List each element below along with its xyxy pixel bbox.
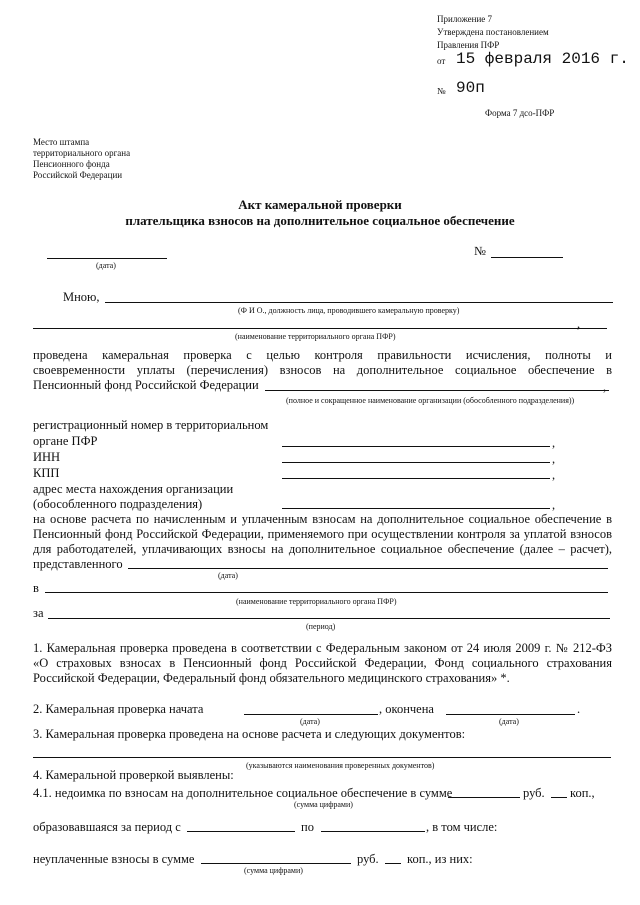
unpaid-kop-label: коп., из них:	[407, 852, 473, 866]
org-name-comma: ,	[603, 380, 607, 394]
inn-label: ИНН	[33, 450, 61, 464]
act-number-field[interactable]	[491, 257, 563, 258]
formed-from-field[interactable]	[187, 831, 295, 832]
unpaid-rub-label: руб.	[357, 852, 379, 866]
stamp-place-line-3: Пенсионного фонда	[33, 159, 110, 169]
act-number-sign: №	[474, 244, 486, 258]
kpp-comma: ,	[552, 468, 556, 482]
reg-number-field[interactable]	[282, 446, 550, 447]
appendix-number: 90п	[456, 79, 485, 97]
reg-number-comma: ,	[552, 436, 556, 450]
formed-to-field[interactable]	[321, 831, 425, 832]
check-start-date-hint: (дата)	[300, 717, 320, 726]
inspector-organ-field[interactable]	[33, 328, 607, 329]
p2-end-label: , окончена	[379, 702, 434, 716]
unpaid-label: неуплаченные взносы в сумме	[33, 852, 195, 866]
act-date-hint: (дата)	[96, 261, 116, 270]
check-text-line-2: своевременности уплаты (перечисления) взносов на дополнительное социальное обеспечение в	[33, 363, 612, 377]
unpaid-rub-field[interactable]	[201, 863, 351, 864]
organization-name-field[interactable]	[265, 390, 609, 391]
documents-field[interactable]	[33, 757, 611, 758]
check-start-date-field[interactable]	[244, 714, 378, 715]
kpp-label: КПП	[33, 466, 60, 480]
p2-start-label: 2. Камеральная проверка начата	[33, 702, 204, 716]
for-label: за	[33, 606, 44, 620]
form-code: Форма 7 дсо-ПФР	[485, 108, 555, 118]
inn-comma: ,	[552, 452, 556, 466]
represented-organ-hint: (наименование территориального органа ПФР)	[236, 597, 397, 606]
organ-comma: ,	[577, 317, 581, 331]
formed-to-label: по	[301, 820, 314, 834]
address-label-2: (обособленного подразделения)	[33, 497, 203, 511]
appendix-date: 15 февраля 2016 г.	[456, 50, 629, 68]
appendix-line-2: Утверждена постановлением	[437, 27, 549, 37]
inn-field[interactable]	[282, 462, 550, 463]
represented-date-hint: (дата)	[218, 571, 238, 580]
documents-hint: (указываются наименования проверенных документов)	[246, 761, 435, 770]
document-title-line-2: плательщика взносов на дополнительное социальное обеспечение	[125, 213, 515, 228]
period-field[interactable]	[48, 618, 610, 619]
p41-label: 4.1. недоимка по взносам на дополнительное социальное обеспечение в сумме	[33, 786, 453, 800]
period-hint: (период)	[306, 622, 336, 631]
stamp-place-line-1: Место штампа	[33, 137, 90, 147]
appendix-from-prefix: от	[437, 56, 446, 66]
inspector-fio-hint: (Ф И О., должность лица, проводившего камеральную проверку)	[238, 306, 460, 315]
basis-text-line-1: на основе расчета по начисленным и уплаченным взносам на дополнительное социальное обеспечение в	[33, 512, 612, 526]
check-end-date-field[interactable]	[446, 714, 575, 715]
appendix-line-3: Правления ПФР	[437, 40, 500, 50]
address-field[interactable]	[282, 508, 550, 509]
organization-name-hint: (полное и сокращенное наименование организации (обособленного подразделения))	[286, 396, 575, 405]
me-label: Мною,	[63, 290, 100, 304]
arrears-sum-hint: (сумма цифрами)	[294, 800, 353, 809]
arrears-kop-label: коп.,	[570, 786, 595, 800]
represented-label: представленного	[33, 557, 123, 571]
p2-end-period: .	[577, 702, 581, 716]
incl-label: , в том числе:	[426, 820, 498, 834]
arrears-rub-field[interactable]	[448, 797, 520, 798]
reg-number-label-2: органе ПФР	[33, 434, 98, 448]
in-label: в	[33, 581, 39, 595]
inspector-fio-field[interactable]	[105, 302, 613, 303]
reg-number-label-1: регистрационный номер в территориальном	[33, 418, 269, 432]
stamp-place-line-2: территориального органа	[33, 148, 131, 158]
appendix-line-1: Приложение 7	[437, 14, 493, 24]
represented-organ-field[interactable]	[45, 592, 608, 593]
unpaid-kop-field[interactable]	[385, 863, 401, 864]
arrears-kop-field[interactable]	[551, 797, 567, 798]
address-comma: ,	[552, 498, 556, 512]
unpaid-sum-hint: (сумма цифрами)	[244, 866, 303, 875]
address-label-1: адрес места нахождения организации	[33, 482, 234, 496]
arrears-rub-label: руб.	[523, 786, 545, 800]
check-text-line-3: Пенсионный фонд Российской Федерации	[33, 378, 259, 392]
basis-text-line-3: для работодателей, уплачивающих взносы на дополнительное социальное обеспечение (далее – расчет),	[33, 542, 612, 556]
p3-label: 3. Камеральная проверка проведена на основе расчета и следующих документов:	[33, 727, 466, 741]
formed-label: образовавшаяся за период с	[33, 820, 181, 834]
inspector-organ-hint: (наименование территориального органа ПФР)	[235, 332, 396, 341]
p1-line-2: «О страховых взносах в Пенсионный фонд Российской Федерации, Фонд социального страхования	[33, 656, 612, 670]
basis-text-line-2: Пенсионный фонд Российской Федерации, применяемого при осуществлении контроля за уплатой взносов	[33, 527, 612, 541]
kpp-field[interactable]	[282, 478, 550, 479]
p1-line-1: 1. Камеральная проверка проведена в соответствии с Федеральным законом от 24 июля 2009 г. № 212-ФЗ	[33, 641, 612, 655]
act-date-field[interactable]	[47, 258, 167, 259]
document-title-line-1: Акт камеральной проверки	[238, 197, 402, 212]
stamp-place-line-4: Российской Федерации	[33, 170, 123, 180]
check-end-date-hint: (дата)	[499, 717, 519, 726]
p1-line-3: Российской Федерации, Федеральный фонд обязательного медицинского страхования» *.	[33, 671, 510, 685]
p4-label: 4. Камеральной проверкой выявлены:	[33, 768, 234, 782]
check-text-line-1: проведена камеральная проверка с целью контроля правильности исчисления, полноты и	[33, 348, 612, 362]
represented-date-field[interactable]	[128, 568, 608, 569]
appendix-number-prefix: №	[437, 86, 446, 96]
